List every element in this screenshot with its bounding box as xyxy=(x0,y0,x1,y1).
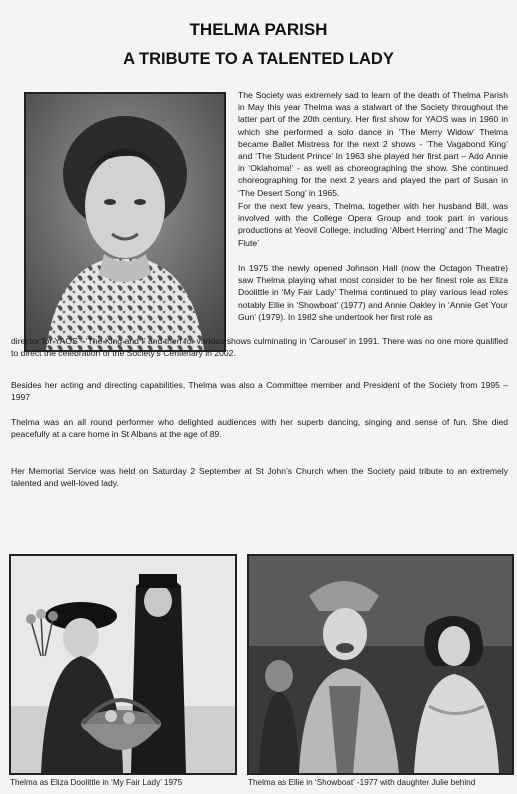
portrait-photo xyxy=(24,92,226,352)
paragraph-college: For the next few years, Thelma, together with her husband Bill, was involved with the College Opera Group and took part in various productions at Yeovil College, including ‘Albert Herring’ and ‘The Magic Flute’ xyxy=(238,201,508,248)
my-fair-lady-photo xyxy=(9,554,237,775)
page-subtitle: A TRIBUTE TO A TALENTED LADY xyxy=(123,50,394,68)
paragraph-director: director for YAOS - ‘The King and I’ and then for various shows culminating in ‘Carousel’ in 1991. There was no one more qualified to direct the celebration of the Society’s Centenary in 2002. xyxy=(11,336,508,359)
page-title: THELMA PARISH xyxy=(189,20,328,39)
paragraph-performer: Thelma was an all round performer who delighted audiences with her superb dancing, singing and sense of fun. She died peacefully at a care home in St Albans at the age of 89. xyxy=(11,417,508,440)
paragraph-memorial: Her Memorial Service was held on Saturday 2 September at St John’s Church when the Society paid tribute to an extremely talented and well-loved lady. xyxy=(11,466,508,489)
paragraph-intro: The Society was extremely sad to learn of the death of Thelma Parish in May this year Thelma was a stalwart of the Society throughout the latter part of the 20th century. Her first show for YAOS was in 1960 in which she performed a solo dance in ‘The Merry Widow’ Thelma became Ballet Mistress for the next 2 shows - ‘The Vagabond King’ and ‘The Student Prince’ In 1963 she played her first part – Ado Annie in ‘Oklahoma!’ - as well as choreographing the show. She continued choreographing for the next 2 years and played the part of Susan in ‘The Desert Song’ in 1965. xyxy=(238,90,508,198)
paragraph-committee: Besides her acting and directing capabilities, Thelma was also a Committee member and President of the Society from 1995 – 1997 xyxy=(11,380,508,403)
paragraph-roles: In 1975 the newly opened Johnson Hall (now the Octagon Theatre) saw Thelma playing what most consider to be her finest role as Eliza Doolittle in ‘My Fair Lady’ Thelma continued to play various lead roles notably Ellie in ‘Showboat’ (1977) and Annie Oakley in ‘Annie Get Your Gun’ (1979). In 1982 she undertook her first role as xyxy=(238,263,508,322)
caption-right: Thelma as Ellie in ‘Showboat’ -1977 with daughter Julie behind xyxy=(248,778,476,787)
showboat-photo xyxy=(247,554,514,775)
caption-left: Thelma as Eliza Doolittle in ‘My Fair Lady’ 1975 xyxy=(10,778,183,787)
